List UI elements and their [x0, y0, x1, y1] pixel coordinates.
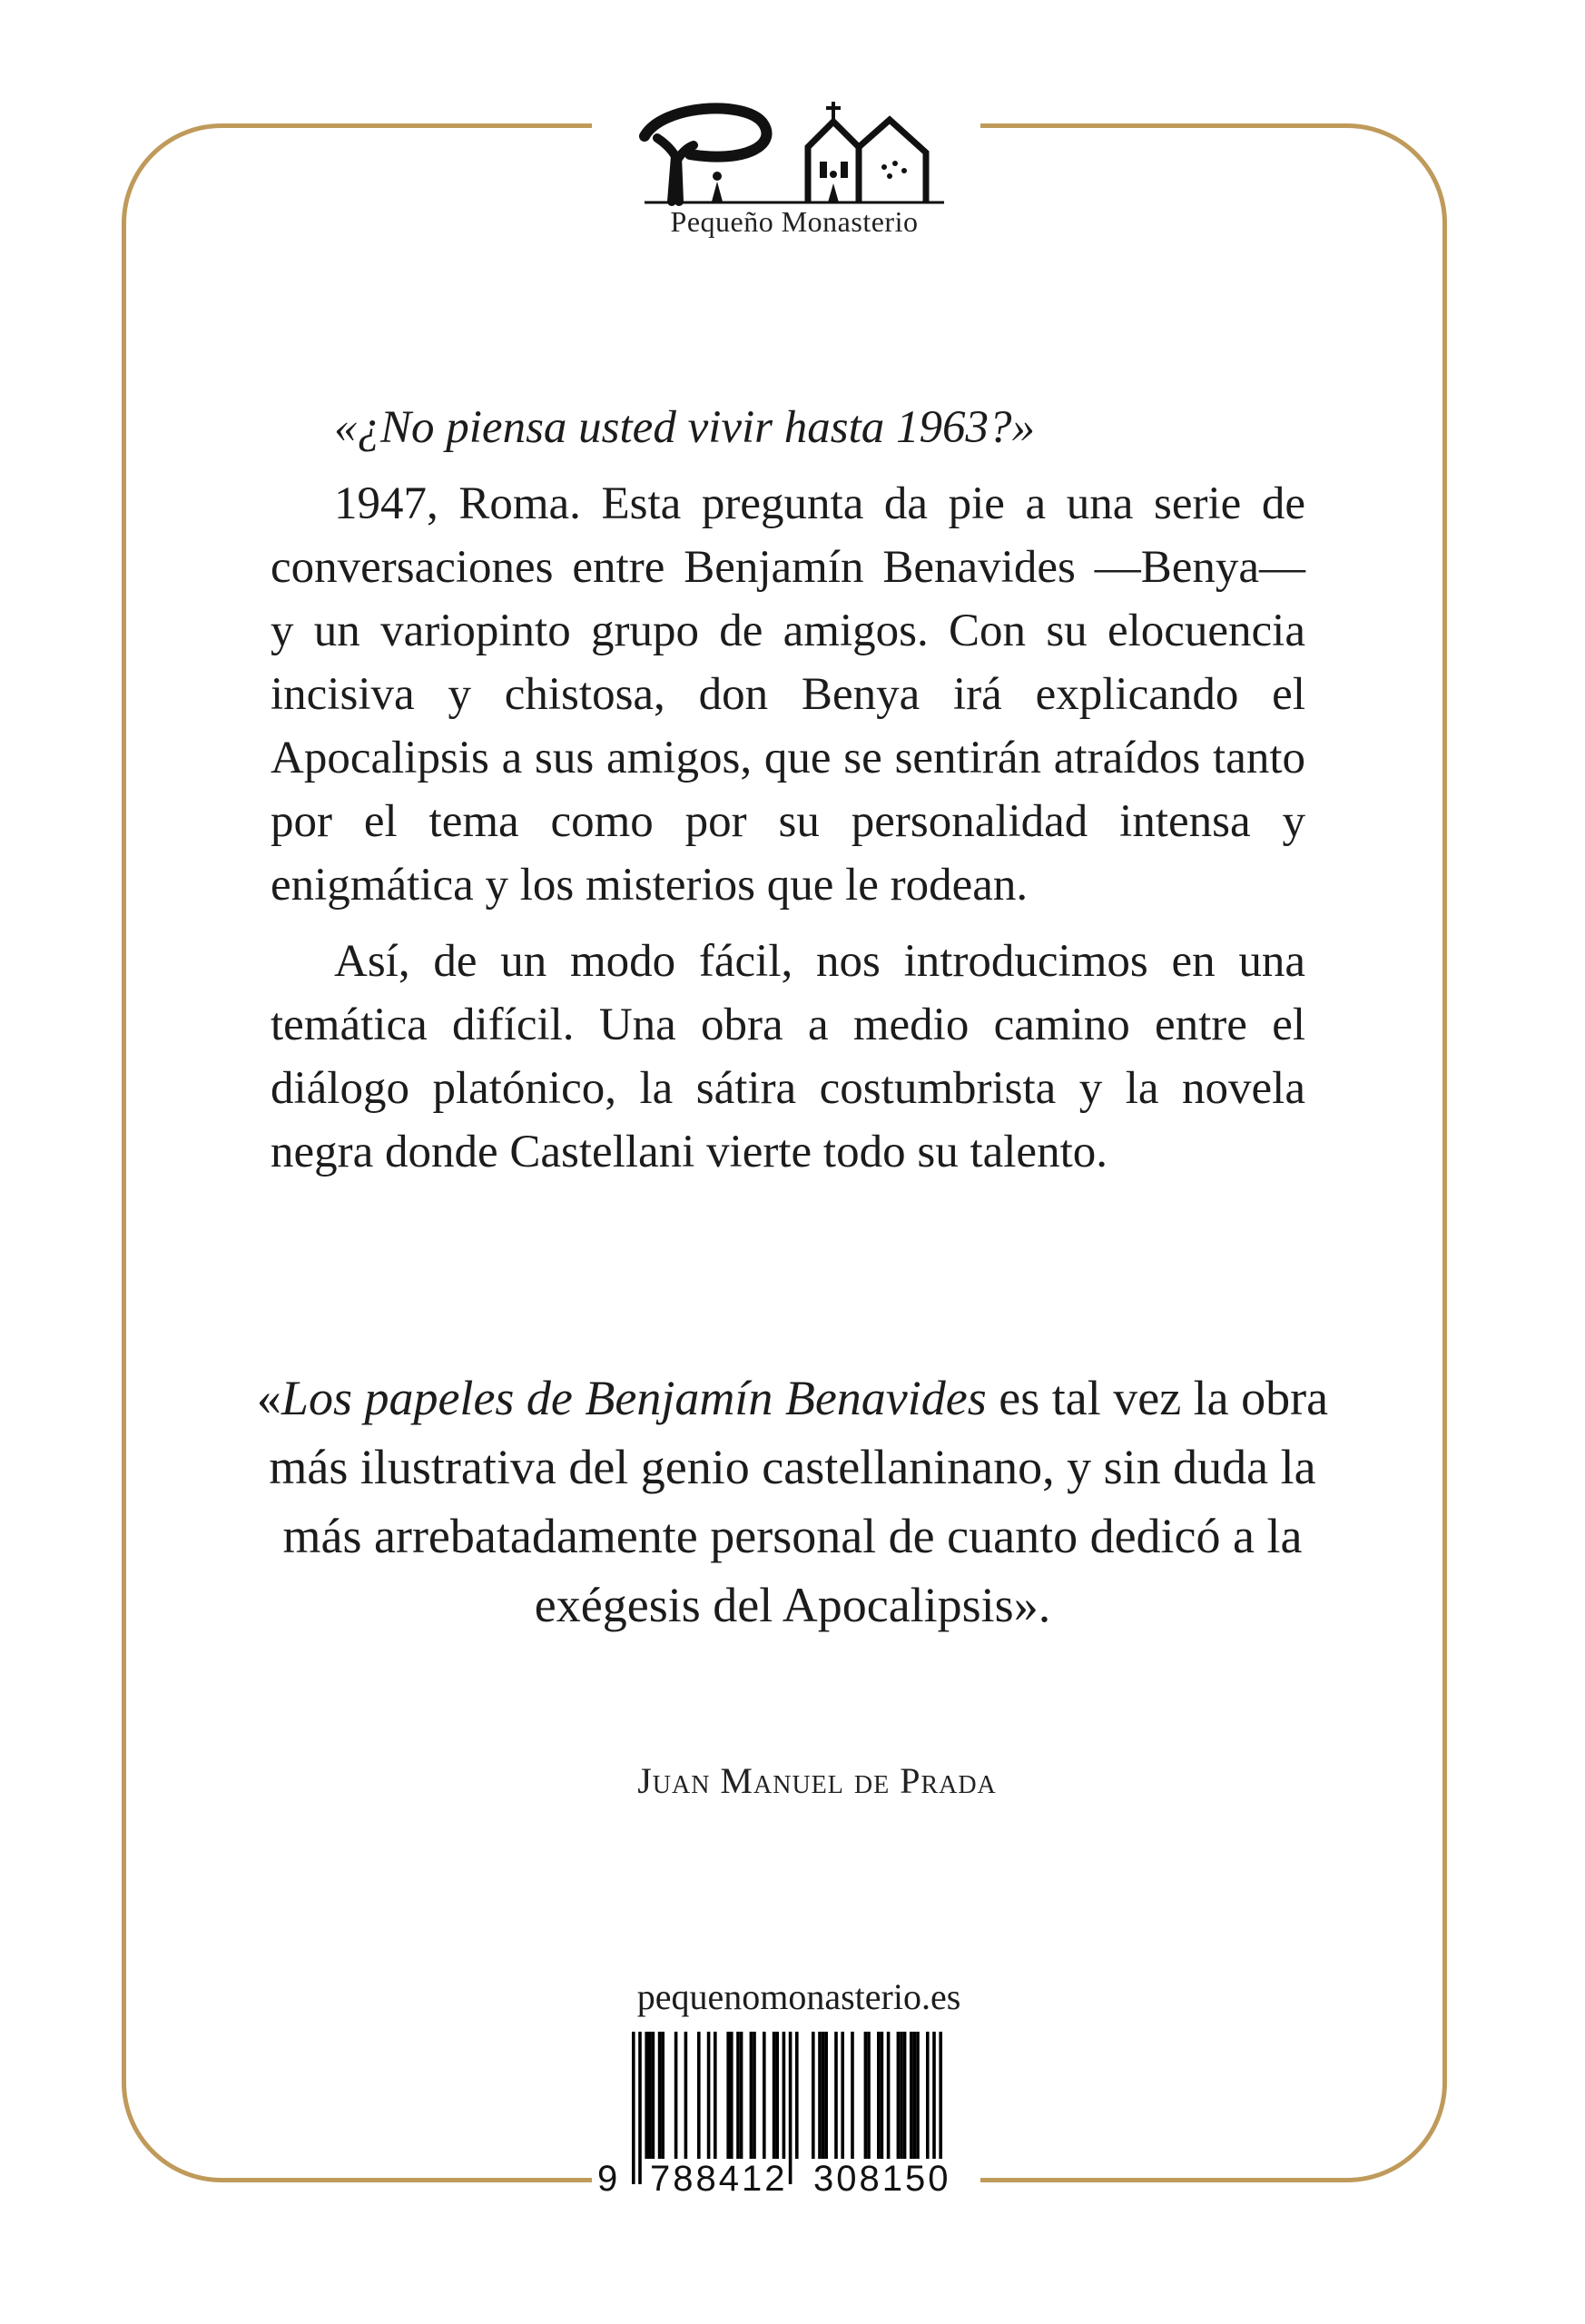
barcode-bar: [867, 2032, 871, 2159]
barcode-bar: [795, 2032, 799, 2159]
barcode-bar: [926, 2032, 930, 2159]
barcode-bar: [652, 2032, 655, 2159]
barcode-bar: [841, 2032, 844, 2159]
barcode-bar: [910, 2032, 913, 2159]
barcode-bar: [736, 2032, 740, 2159]
barcode-bar: [916, 2032, 920, 2159]
barcode-bar: [818, 2032, 822, 2159]
back-cover-blurb: [271, 396, 1305, 1184]
barcode-bar: [753, 2032, 756, 2159]
barcode-bar: [900, 2032, 903, 2159]
quote-author: Juan Manuel de Prada: [637, 1760, 997, 1801]
barcode-bar: [648, 2032, 652, 2159]
barcode-bar: [730, 2032, 733, 2159]
barcode-bar: [763, 2032, 766, 2159]
barcode-bar: [726, 2032, 730, 2159]
barcode-bar: [864, 2032, 868, 2159]
quote-open: «: [256, 1371, 281, 1425]
blurb-tagline: «¿No piensa usted vivir hasta 1963?»: [334, 402, 1036, 453]
barcode-bar: [877, 2032, 881, 2159]
publisher-website: pequenomonasterio.es: [636, 1976, 961, 2017]
barcode-bar: [822, 2032, 825, 2159]
quote-text: es tal vez la obra más ilustrativa del genio castellaninano, y sin duda la más arrebatadamente personal de cuanto dedicó a la exégesis del Apocalipsis».: [269, 1371, 1329, 1632]
publisher-name: Pequeño Monasterio: [670, 205, 919, 238]
barcode-bar: [824, 2032, 828, 2159]
barcode-bar: [834, 2032, 838, 2159]
isbn-group-2: 308150: [813, 2159, 951, 2199]
isbn-group-1: 788412: [650, 2159, 788, 2199]
barcode-bar: [661, 2032, 665, 2159]
quote-book-title: Los papeles de Benjamín Benavides: [281, 1371, 987, 1425]
barcode-bar: [674, 2032, 678, 2159]
barcode-bar: [775, 2032, 779, 2159]
barcode-bar: [697, 2032, 701, 2159]
barcode-bar: [812, 2032, 815, 2159]
barcode-bar: [645, 2032, 648, 2159]
review-quote: [225, 1364, 1360, 1640]
barcode-bar: [851, 2032, 854, 2159]
barcode-bar: [714, 2032, 717, 2159]
blurb-paragraph-1: 1947, Roma. Esta pregunta da pie a una serie de conversaciones entre Benjamín Benavides —Benya— y un variopinto grupo de amigos. Con su elocuencia incisiva y chistosa, don Benya irá explicando el Apocalipsis a sus amigos, que se sentirán atraídos tanto por el tema como por su personalidad intensa y enigmática y los misterios que le rodean.: [271, 478, 1305, 911]
barcode-bar: [887, 2032, 891, 2159]
barcode-bar: [773, 2032, 776, 2159]
barcode-bar: [903, 2032, 907, 2159]
isbn-number: [592, 2159, 980, 2202]
blurb-paragraph-2: Así, de un modo fácil, nos introducimos en una temática difícil. Una obra a medio camino entre el diálogo platónico, la sátira costumbrista y la novela negra donde Castellani vierte todo su talento.: [271, 936, 1305, 1177]
barcode-bar: [750, 2032, 753, 2159]
isbn-lead-digit: 9: [597, 2159, 618, 2199]
barcode-bar: [897, 2032, 901, 2159]
barcode-bar: [707, 2032, 711, 2159]
barcode-bar: [881, 2032, 884, 2159]
barcode-bar: [684, 2032, 688, 2159]
barcode-bar: [740, 2032, 743, 2159]
barcode-bar: [658, 2032, 662, 2159]
barcode-bar: [913, 2032, 917, 2159]
